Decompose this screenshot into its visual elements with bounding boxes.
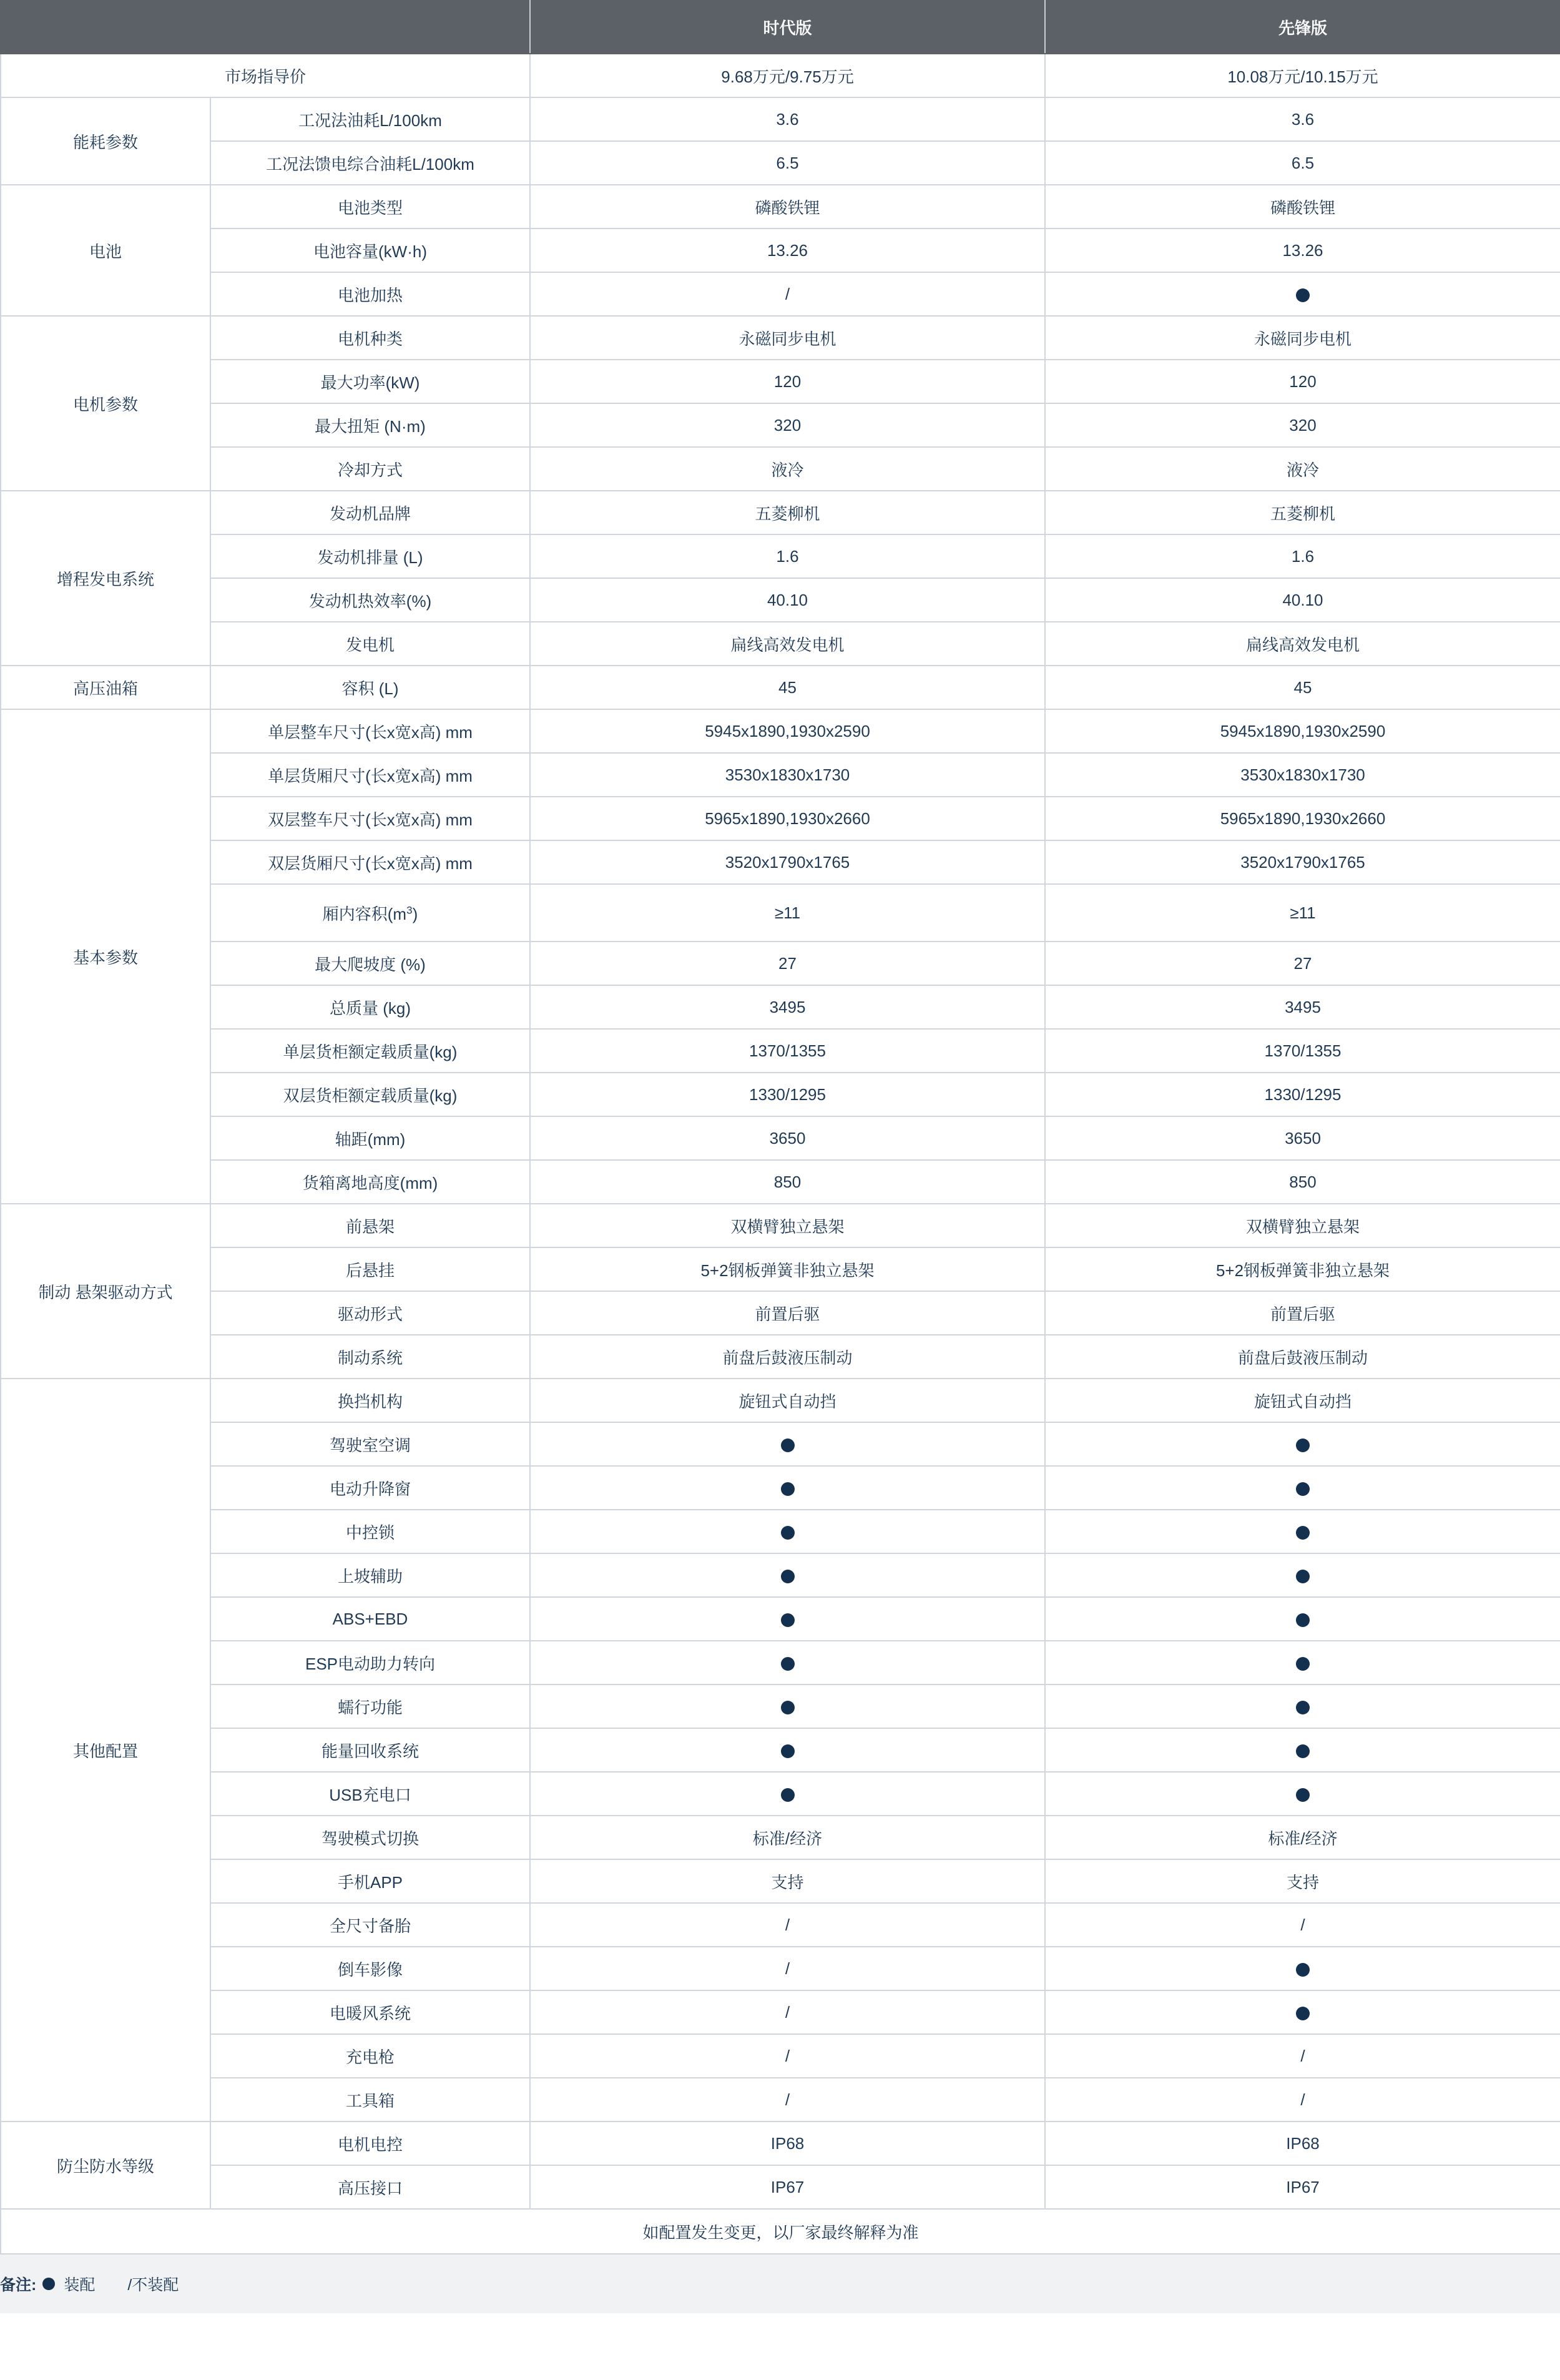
cell-version-2: 5+2钢板弹簧非独立悬架 [1045, 1247, 1560, 1291]
cell-version-2: IP68 [1045, 2122, 1560, 2165]
table-row [1, 942, 1560, 985]
equipped-dot-icon [781, 1570, 795, 1583]
row-label: 发动机排量 (L) [210, 534, 530, 578]
table-row [1, 1990, 1560, 2034]
cell-version-1: 120 [530, 360, 1045, 403]
row-label: 前悬架 [210, 1204, 530, 1247]
cell-version-1: 五菱柳机 [530, 491, 1045, 534]
table-row [1, 491, 1560, 534]
cell-version-1 [530, 1553, 1045, 1597]
equipped-dot-icon [1296, 1438, 1310, 1452]
row-label: 电池容量(kW·h) [210, 229, 530, 272]
table-row [1, 709, 1560, 753]
cell-version-1 [530, 1597, 1045, 1641]
row-label: 工具箱 [210, 2078, 530, 2122]
table-row [1, 229, 1560, 272]
cell-version-2: 45 [1045, 666, 1560, 709]
equipped-dot-icon [781, 1526, 795, 1540]
cell-version-2: 40.10 [1045, 578, 1560, 622]
cell-version-2 [1045, 1990, 1560, 2034]
cell-version-1 [530, 1684, 1045, 1728]
cell-version-2: 扁线高效发电机 [1045, 622, 1560, 666]
cell-version-1: 3495 [530, 985, 1045, 1029]
row-label: 最大功率(kW) [210, 360, 530, 403]
category-label: 其他配置 [1, 1379, 210, 2122]
cell-version-2: 5965x1890,1930x2660 [1045, 797, 1560, 840]
table-row [1, 2078, 1560, 2122]
row-label: 总质量 (kg) [210, 985, 530, 1029]
table-row [1, 622, 1560, 666]
table-row [1, 2165, 1560, 2209]
legend [0, 2255, 1560, 2313]
table-row [1, 1247, 1560, 1291]
filled-dot-icon [42, 2278, 55, 2290]
row-label: 驾驶模式切换 [210, 1816, 530, 1859]
table-row [1, 1772, 1560, 1816]
category-label: 能耗参数 [1, 97, 210, 185]
cell-version-1: 旋钮式自动挡 [530, 1379, 1045, 1422]
cell-version-2: 6.5 [1045, 141, 1560, 185]
category-label: 防尘防水等级 [1, 2122, 210, 2209]
equipped-dot-icon [1296, 1963, 1310, 1977]
cell-version-1: 1330/1295 [530, 1073, 1045, 1116]
cell-version-1: 1.6 [530, 534, 1045, 578]
row-label: 电池类型 [210, 185, 530, 229]
header-version-2: 先锋版 [1045, 1, 1560, 54]
equipped-dot-icon [1296, 1788, 1310, 1802]
row-label: 制动系统 [210, 1335, 530, 1379]
cell-version-1: 支持 [530, 1859, 1045, 1903]
cell-version-2 [1045, 1422, 1560, 1466]
cell-version-2: 5945x1890,1930x2590 [1045, 709, 1560, 753]
cell-version-2: 永磁同步电机 [1045, 316, 1560, 360]
row-label: 倒车影像 [210, 1947, 530, 1990]
cell-version-2: 13.26 [1045, 229, 1560, 272]
table-row [1, 884, 1560, 942]
row-label: 冷却方式 [210, 447, 530, 491]
table-row [1, 1510, 1560, 1553]
cell-version-2: 1370/1355 [1045, 1029, 1560, 1073]
table-row [1, 1466, 1560, 1510]
cell-version-2: 前置后驱 [1045, 1291, 1560, 1335]
cell-version-1: 永磁同步电机 [530, 316, 1045, 360]
row-label: 手机APP [210, 1859, 530, 1903]
table-row [1, 1116, 1560, 1160]
header-label-col [1, 1, 530, 54]
legend-not-equipped: /不装配 [127, 2276, 179, 2294]
cell-version-1 [530, 1728, 1045, 1772]
table-row [1, 1029, 1560, 1073]
cell-version-2 [1045, 1510, 1560, 1553]
equipped-dot-icon [781, 1613, 795, 1627]
row-label: 单层整车尺寸(长x宽x高) mm [210, 709, 530, 753]
row-label [210, 884, 530, 942]
cell-version-2 [1045, 1466, 1560, 1510]
row-label: 工况法馈电综合油耗L/100km [210, 141, 530, 185]
cell-version-2: / [1045, 2078, 1560, 2122]
row-label: 电机电控 [210, 2122, 530, 2165]
table-row [1, 316, 1560, 360]
equipped-dot-icon [781, 1701, 795, 1714]
table-row [1, 1816, 1560, 1859]
row-label: 市场指导价 [1, 54, 530, 97]
table-row [1, 403, 1560, 447]
table-row [1, 666, 1560, 709]
table-row [1, 1947, 1560, 1990]
header-row [1, 1, 1560, 54]
category-label: 制动 悬架驱动方式 [1, 1204, 210, 1379]
legend-equipped: 装配 [64, 2276, 96, 2294]
cell-version-2 [1045, 1684, 1560, 1728]
cell-version-1: 6.5 [530, 141, 1045, 185]
cell-version-2: 3520x1790x1765 [1045, 840, 1560, 884]
row-label: 后悬挂 [210, 1247, 530, 1291]
footnote: 如配置发生变更，以厂家最终解释为准 [1, 2209, 1560, 2254]
cell-version-1: 双横臂独立悬架 [530, 1204, 1045, 1247]
cell-version-1: / [530, 1947, 1045, 1990]
table-row [1, 1553, 1560, 1597]
cell-version-2: 五菱柳机 [1045, 491, 1560, 534]
row-label: 电暖风系统 [210, 1990, 530, 2034]
cell-version-1: 5965x1890,1930x2660 [530, 797, 1045, 840]
row-label: 发动机热效率(%) [210, 578, 530, 622]
table-row [1, 797, 1560, 840]
table-row [1, 1291, 1560, 1335]
cell-version-1 [530, 1466, 1045, 1510]
row-label: ABS+EBD [210, 1597, 530, 1641]
table-row [1, 840, 1560, 884]
cell-version-2 [1045, 1641, 1560, 1684]
equipped-dot-icon [781, 1438, 795, 1452]
cell-version-2: 1330/1295 [1045, 1073, 1560, 1116]
category-label: 电池 [1, 185, 210, 316]
row-label: USB充电口 [210, 1772, 530, 1816]
table-row [1, 1641, 1560, 1684]
row-label: 发电机 [210, 622, 530, 666]
cell-version-2: 磷酸铁锂 [1045, 185, 1560, 229]
cell-version-1 [530, 1510, 1045, 1553]
legend-label: 备注: [0, 2276, 37, 2294]
equipped-dot-icon [1296, 288, 1310, 302]
equipped-dot-icon [1296, 1570, 1310, 1583]
category-label: 基本参数 [1, 709, 210, 1204]
table-row [1, 1335, 1560, 1379]
table-row [1, 534, 1560, 578]
cell-version-1: IP68 [530, 2122, 1045, 2165]
row-label: 换挡机构 [210, 1379, 530, 1422]
cell-version-1: 前置后驱 [530, 1291, 1045, 1335]
cell-version-1: 5945x1890,1930x2590 [530, 709, 1045, 753]
cell-version-1: / [530, 2034, 1045, 2078]
equipped-dot-icon [1296, 1526, 1310, 1540]
cell-version-2: 液冷 [1045, 447, 1560, 491]
cell-version-2: 旋钮式自动挡 [1045, 1379, 1560, 1422]
cell-version-1: / [530, 1903, 1045, 1947]
cell-version-2: 27 [1045, 942, 1560, 985]
cell-version-2 [1045, 1728, 1560, 1772]
equipped-dot-icon [1296, 1482, 1310, 1496]
cell-version-2 [1045, 272, 1560, 316]
equipped-dot-icon [1296, 1657, 1310, 1671]
cell-version-1: 扁线高效发电机 [530, 622, 1045, 666]
table-row [1, 985, 1560, 1029]
header-version-1: 时代版 [530, 1, 1045, 54]
row-label: 电动升降窗 [210, 1466, 530, 1510]
cell-version-2: ≥11 [1045, 884, 1560, 942]
row-label: 货箱离地高度(mm) [210, 1160, 530, 1204]
row-label: 轴距(mm) [210, 1116, 530, 1160]
cell-version-2: / [1045, 1903, 1560, 1947]
cell-version-1: / [530, 272, 1045, 316]
cell-version-2: IP67 [1045, 2165, 1560, 2209]
cell-version-1: 5+2钢板弹簧非独立悬架 [530, 1247, 1045, 1291]
cell-version-2: 3650 [1045, 1116, 1560, 1160]
cell-version-1: 磷酸铁锂 [530, 185, 1045, 229]
cell-version-2: 10.08万元/10.15万元 [1045, 54, 1560, 97]
row-label: 双层货厢尺寸(长x宽x高) mm [210, 840, 530, 884]
row-label-suffix: ) [412, 904, 418, 923]
row-label: 驾驶室空调 [210, 1422, 530, 1466]
cell-version-1: / [530, 2078, 1045, 2122]
cell-version-1: 3520x1790x1765 [530, 840, 1045, 884]
cell-version-1: ≥11 [530, 884, 1045, 942]
cell-version-1 [530, 1772, 1045, 1816]
cell-version-1: 液冷 [530, 447, 1045, 491]
row-label: 单层货柜额定载质量(kg) [210, 1029, 530, 1073]
row-label: 蠕行功能 [210, 1684, 530, 1728]
equipped-dot-icon [781, 1482, 795, 1496]
cell-version-2: 双横臂独立悬架 [1045, 1204, 1560, 1247]
equipped-dot-icon [1296, 2007, 1310, 2020]
cell-version-1: 27 [530, 942, 1045, 985]
equipped-dot-icon [781, 1788, 795, 1802]
table-row [1, 141, 1560, 185]
table-row [1, 360, 1560, 403]
cell-version-1: 标准/经济 [530, 1816, 1045, 1859]
cell-version-2: 3530x1830x1730 [1045, 753, 1560, 797]
table-row [1, 2122, 1560, 2165]
row-label: 最大爬坡度 (%) [210, 942, 530, 985]
cell-version-2: 3.6 [1045, 97, 1560, 141]
cell-version-1: 850 [530, 1160, 1045, 1204]
category-label: 高压油箱 [1, 666, 210, 709]
equipped-dot-icon [1296, 1613, 1310, 1627]
row-label: 电机种类 [210, 316, 530, 360]
cell-version-1: / [530, 1990, 1045, 2034]
row-label: 容积 (L) [210, 666, 530, 709]
row-label: 电池加热 [210, 272, 530, 316]
superscript: 3 [406, 903, 413, 916]
cell-version-1: 3.6 [530, 97, 1045, 141]
table-row [1, 1728, 1560, 1772]
category-label: 电机参数 [1, 316, 210, 491]
row-label: 双层货柜额定载质量(kg) [210, 1073, 530, 1116]
row-label: 发动机品牌 [210, 491, 530, 534]
equipped-dot-icon [781, 1744, 795, 1758]
cell-version-2: 120 [1045, 360, 1560, 403]
row-label: 双层整车尺寸(长x宽x高) mm [210, 797, 530, 840]
cell-version-2: 支持 [1045, 1859, 1560, 1903]
cell-version-2 [1045, 1553, 1560, 1597]
table-row [1, 54, 1560, 97]
row-label-text: 厢内容积(m [322, 904, 407, 923]
cell-version-1: 3650 [530, 1116, 1045, 1160]
row-label: 驱动形式 [210, 1291, 530, 1335]
cell-version-2 [1045, 1947, 1560, 1990]
table-row [1, 1422, 1560, 1466]
row-label: 单层货厢尺寸(长x宽x高) mm [210, 753, 530, 797]
equipped-dot-icon [1296, 1701, 1310, 1714]
table-row [1, 185, 1560, 229]
table-row [1, 1903, 1560, 1947]
table-row [1, 447, 1560, 491]
cell-version-1: 40.10 [530, 578, 1045, 622]
cell-version-2 [1045, 1597, 1560, 1641]
table-row [1, 753, 1560, 797]
cell-version-1: 320 [530, 403, 1045, 447]
cell-version-1: 3530x1830x1730 [530, 753, 1045, 797]
table-row [1, 578, 1560, 622]
cell-version-1 [530, 1641, 1045, 1684]
table-row [1, 1859, 1560, 1903]
equipped-dot-icon [781, 1657, 795, 1671]
row-label: 能量回收系统 [210, 1728, 530, 1772]
cell-version-1: 9.68万元/9.75万元 [530, 54, 1045, 97]
cell-version-2: 标准/经济 [1045, 1816, 1560, 1859]
row-label: 中控锁 [210, 1510, 530, 1553]
cell-version-2: 前盘后鼓液压制动 [1045, 1335, 1560, 1379]
table-row [1, 2034, 1560, 2078]
cell-version-1 [530, 1422, 1045, 1466]
cell-version-2: / [1045, 2034, 1560, 2078]
cell-version-1: 45 [530, 666, 1045, 709]
table-row [1, 1204, 1560, 1247]
cell-version-1: 1370/1355 [530, 1029, 1045, 1073]
cell-version-2 [1045, 1772, 1560, 1816]
table-row [1, 1160, 1560, 1204]
table-row [1, 97, 1560, 141]
table-row [1, 1379, 1560, 1422]
cell-version-1: 前盘后鼓液压制动 [530, 1335, 1045, 1379]
row-label: ESP电动助力转向 [210, 1641, 530, 1684]
row-label: 上坡辅助 [210, 1553, 530, 1597]
row-label: 最大扭矩 (N·m) [210, 403, 530, 447]
row-label: 充电枪 [210, 2034, 530, 2078]
cell-version-2: 320 [1045, 403, 1560, 447]
cell-version-2: 850 [1045, 1160, 1560, 1204]
row-label: 全尺寸备胎 [210, 1903, 530, 1947]
table-row [1, 1684, 1560, 1728]
cell-version-1: 13.26 [530, 229, 1045, 272]
footnote-row [1, 2209, 1560, 2254]
row-label: 高压接口 [210, 2165, 530, 2209]
table-row [1, 272, 1560, 316]
cell-version-2: 1.6 [1045, 534, 1560, 578]
equipped-dot-icon [1296, 1744, 1310, 1758]
table-row [1, 1597, 1560, 1641]
table-row [1, 1073, 1560, 1116]
cell-version-1: IP67 [530, 2165, 1045, 2209]
cell-version-2: 3495 [1045, 985, 1560, 1029]
category-label: 增程发电系统 [1, 491, 210, 666]
row-label: 工况法油耗L/100km [210, 97, 530, 141]
